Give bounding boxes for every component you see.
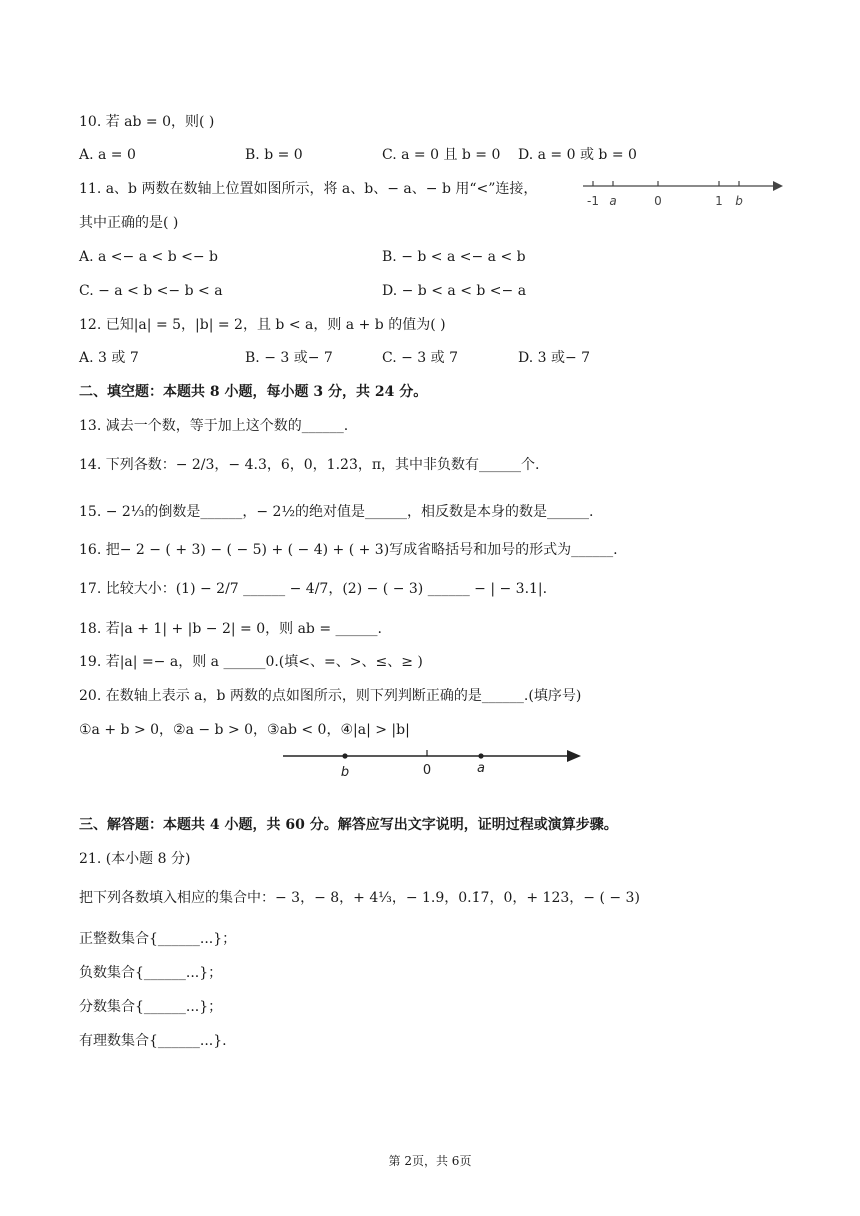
q11-option-b: B. − b < a <− a < b (382, 249, 526, 265)
q20-label-b: b (340, 765, 350, 780)
q12-option-d: D. 3 或− 7 (518, 350, 591, 366)
q20-axis-arrow (567, 750, 581, 762)
q20-label-0: 0 (422, 763, 432, 778)
question-10-stem: 10. 若 ab = 0，则( ) (79, 114, 215, 130)
q11-label-a: a (609, 194, 617, 208)
q20-label-a: a (477, 761, 485, 776)
question-21-stem: 把下列各数填入相应的集合中：− 3，− 8，+ 4⅓，− 1.9，0.1̇7̇，0，+ 123，− ( − 3) (79, 890, 640, 906)
q12-option-a: A. 3 或 7 (79, 350, 139, 366)
q11-label-0: 0 (654, 194, 662, 208)
question-17: 17. 比较大小：(1) − 2/7 ______ − 4/7，(2) − ( − 3) ______ − | − 3.1|. (79, 581, 548, 597)
question-11-stem-line2: 其中正确的是( ) (79, 215, 179, 231)
q11-label-neg1: -1 (587, 194, 599, 208)
set-fractions: 分数集合{______...}； (79, 999, 223, 1015)
question-12-stem: 12. 已知|a| = 5，|b| = 2，且 b < a，则 a + b 的值为( ) (79, 317, 446, 333)
q12-option-b: B. − 3 或− 7 (245, 350, 333, 366)
section-2-heading: 二、填空题：本题共 8 小题，每小题 3 分，共 24 分。 (79, 384, 428, 400)
question-20-choices: ①a + b > 0，②a − b > 0，③ab < 0，④|a| > |b| (79, 722, 410, 738)
q20-number-line (275, 745, 595, 781)
q10-option-a: A. a = 0 (79, 147, 136, 163)
question-18: 18. 若|a + 1| + |b − 2| = 0，则 ab = ______. (79, 621, 382, 637)
q20-point-b (342, 753, 347, 758)
q10-option-d: D. a = 0 或 b = 0 (518, 147, 637, 163)
section-3-heading: 三、解答题：本题共 4 小题，共 60 分。解答应写出文字说明，证明过程或演算步骤。 (79, 817, 618, 833)
question-15: 15. − 2⅓的倒数是______，− 2½的绝对值是______，相反数是本身的数是______. (79, 504, 594, 520)
q10-option-b: B. b = 0 (245, 147, 303, 163)
q11-option-a: A. a <− a < b <− b (79, 249, 218, 265)
question-19: 19. 若|a| =− a，则 a ______0.(填<、=、>、≤、≥ ) (79, 654, 423, 670)
question-21-title: 21. (本小题 8 分) (79, 851, 191, 867)
question-13: 13. 减去一个数，等于加上这个数的______. (79, 418, 349, 434)
q11-option-d: D. − b < a < b <− a (382, 283, 527, 299)
set-negative-numbers: 负数集合{______...}； (79, 965, 223, 981)
page-footer: 第 2页，共 6页 (388, 1154, 472, 1168)
q11-label-b: b (735, 194, 743, 208)
q20-point-a (478, 753, 483, 758)
question-11-stem-line1: 11. a、b 两数在数轴上位置如图所示，将 a、b、− a、− b 用“<”连接， (79, 181, 538, 197)
question-16: 16. 把− 2 − ( + 3) − ( − 5) + ( − 4) + ( + 3)写成省略括号和加号的形式为______. (79, 542, 618, 558)
q12-option-c: C. − 3 或 7 (382, 350, 459, 366)
q11-number-line (575, 172, 790, 212)
q11-axis-arrow (773, 181, 783, 191)
question-20-stem: 20. 在数轴上表示 a，b 两数的点如图所示，则下列判断正确的是______.(填序号) (79, 688, 582, 704)
set-rational-numbers: 有理数集合{______...}. (79, 1033, 227, 1049)
q10-option-c: C. a = 0 且 b = 0 (382, 147, 501, 163)
q11-option-c: C. − a < b <− b < a (79, 283, 223, 299)
q11-label-1: 1 (715, 194, 723, 208)
set-positive-integers: 正整数集合{______...}； (79, 931, 237, 947)
question-14: 14. 下列各数：− 2/3，− 4.3，6，0，1.2̇3̇，π，其中非负数有______个. (79, 457, 540, 473)
